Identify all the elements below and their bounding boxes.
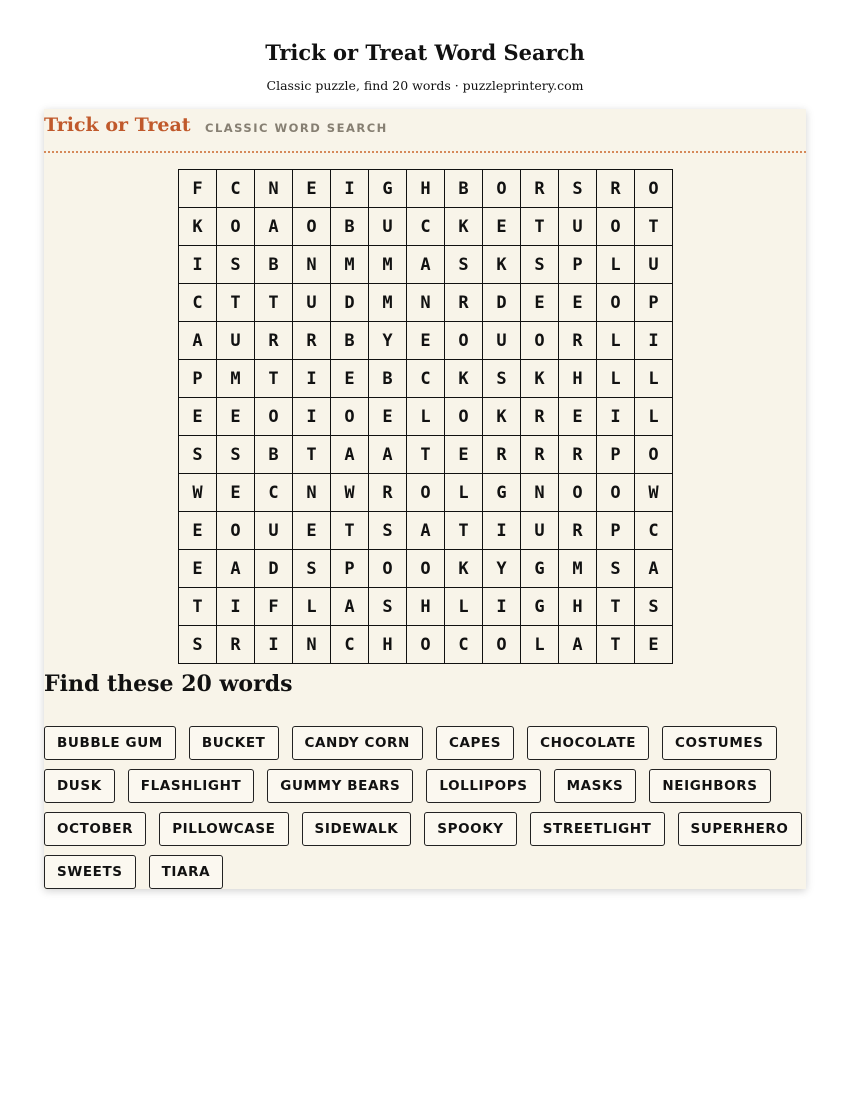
grid-cell[interactable]: O xyxy=(217,512,255,550)
grid-cell[interactable]: U xyxy=(369,208,407,246)
grid-cell[interactable]: I xyxy=(483,588,521,626)
grid-cell[interactable]: L xyxy=(597,322,635,360)
page-title: Trick or Treat Word Search xyxy=(265,40,585,65)
grid-cell[interactable]: A xyxy=(331,588,369,626)
word-chip[interactable]: CAPES xyxy=(436,726,514,760)
grid-cell[interactable]: E xyxy=(179,512,217,550)
grid-cell[interactable]: A xyxy=(407,246,445,284)
grid-cell[interactable]: O xyxy=(597,208,635,246)
grid-cell[interactable]: O xyxy=(521,322,559,360)
grid-cell[interactable]: Y xyxy=(369,322,407,360)
grid-cell[interactable]: L xyxy=(407,398,445,436)
grid-cell[interactable]: O xyxy=(597,474,635,512)
puzzle-brand-title: Trick or Treat xyxy=(44,114,191,136)
word-chip[interactable]: CHOCOLATE xyxy=(527,726,649,760)
grid-cell[interactable]: T xyxy=(445,512,483,550)
grid-cell[interactable]: E xyxy=(635,626,673,664)
grid-cell[interactable]: W xyxy=(179,474,217,512)
grid-cell[interactable]: L xyxy=(597,246,635,284)
grid-cell[interactable]: P xyxy=(635,284,673,322)
grid-cell[interactable]: T xyxy=(255,360,293,398)
grid-cell[interactable]: T xyxy=(217,284,255,322)
grid-cell[interactable]: G xyxy=(369,170,407,208)
word-list xyxy=(44,726,806,889)
grid-cell[interactable]: U xyxy=(293,284,331,322)
word-chip[interactable]: GUMMY BEARS xyxy=(267,769,413,803)
grid-cell[interactable]: T xyxy=(635,208,673,246)
grid-cell[interactable]: H xyxy=(559,360,597,398)
grid-cell[interactable]: F xyxy=(179,170,217,208)
grid-cell[interactable]: O xyxy=(407,550,445,588)
grid-cell[interactable]: H xyxy=(559,588,597,626)
grid-cell[interactable]: R xyxy=(597,170,635,208)
grid-cell[interactable]: O xyxy=(255,398,293,436)
grid-cell[interactable]: N xyxy=(255,170,293,208)
grid-cell[interactable]: G xyxy=(483,474,521,512)
grid-cell[interactable]: O xyxy=(331,398,369,436)
grid-cell[interactable]: K xyxy=(445,208,483,246)
grid-cell[interactable]: F xyxy=(255,588,293,626)
grid-cell[interactable]: D xyxy=(331,284,369,322)
grid-cell[interactable]: M xyxy=(369,284,407,322)
grid-cell[interactable]: E xyxy=(331,360,369,398)
grid-cell[interactable]: I xyxy=(597,398,635,436)
grid-cell[interactable]: L xyxy=(293,588,331,626)
grid-cell[interactable]: A xyxy=(331,436,369,474)
grid-cell[interactable]: B xyxy=(331,322,369,360)
grid-cell[interactable]: I xyxy=(483,512,521,550)
word-chip[interactable]: OCTOBER xyxy=(44,812,146,846)
word-chip[interactable]: MASKS xyxy=(554,769,637,803)
grid-cell[interactable]: T xyxy=(407,436,445,474)
grid-cell[interactable]: O xyxy=(293,208,331,246)
word-chip[interactable]: BUBBLE GUM xyxy=(44,726,176,760)
grid-cell[interactable]: O xyxy=(483,626,521,664)
grid-cell[interactable]: P xyxy=(179,360,217,398)
grid-cell[interactable]: C xyxy=(407,360,445,398)
grid-cell[interactable]: O xyxy=(217,208,255,246)
word-chip[interactable]: SPOOKY xyxy=(424,812,516,846)
grid-cell[interactable]: C xyxy=(635,512,673,550)
grid-cell[interactable]: S xyxy=(559,170,597,208)
grid-cell[interactable]: U xyxy=(635,246,673,284)
letter-grid xyxy=(178,169,673,664)
grid-cell[interactable]: H xyxy=(369,626,407,664)
grid-cell[interactable]: C xyxy=(331,626,369,664)
grid-cell[interactable]: H xyxy=(407,170,445,208)
grid-cell[interactable]: U xyxy=(483,322,521,360)
grid-cell[interactable]: R xyxy=(521,170,559,208)
grid-cell[interactable]: S xyxy=(217,246,255,284)
grid-cell[interactable]: R xyxy=(559,512,597,550)
grid-cell[interactable]: I xyxy=(293,360,331,398)
grid-cell[interactable]: S xyxy=(483,360,521,398)
grid-cell[interactable]: A xyxy=(559,626,597,664)
grid-cell[interactable]: K xyxy=(483,246,521,284)
grid-cell[interactable]: A xyxy=(217,550,255,588)
grid-cell[interactable]: L xyxy=(445,474,483,512)
grid-cell[interactable]: Y xyxy=(483,550,521,588)
grid-cell[interactable]: S xyxy=(369,512,407,550)
word-chip[interactable]: STREETLIGHT xyxy=(530,812,665,846)
grid-cell[interactable]: L xyxy=(635,360,673,398)
grid-cell[interactable]: O xyxy=(407,474,445,512)
grid-cell[interactable]: N xyxy=(293,626,331,664)
grid-cell[interactable]: O xyxy=(369,550,407,588)
page-subtitle: Classic puzzle, find 20 words · puzzleprintery.com xyxy=(266,78,584,93)
grid-cell[interactable]: T xyxy=(255,284,293,322)
grid-cell[interactable]: I xyxy=(179,246,217,284)
grid-cell[interactable]: T xyxy=(179,588,217,626)
grid-cell[interactable]: I xyxy=(217,588,255,626)
grid-cell[interactable]: R xyxy=(559,322,597,360)
grid-cell[interactable]: G xyxy=(521,550,559,588)
grid-cell[interactable]: O xyxy=(597,284,635,322)
grid-cell[interactable]: E xyxy=(293,512,331,550)
grid-cell[interactable]: U xyxy=(255,512,293,550)
word-chip[interactable]: CANDY CORN xyxy=(292,726,423,760)
grid-cell[interactable]: S xyxy=(293,550,331,588)
grid-cell[interactable]: A xyxy=(179,322,217,360)
grid-cell[interactable]: R xyxy=(369,474,407,512)
grid-cell[interactable]: B xyxy=(331,208,369,246)
grid-cell[interactable]: E xyxy=(445,436,483,474)
grid-cell[interactable]: L xyxy=(521,626,559,664)
grid-cell[interactable]: S xyxy=(445,246,483,284)
grid-cell[interactable]: M xyxy=(331,246,369,284)
word-chip[interactable]: COSTUMES xyxy=(662,726,776,760)
card-header xyxy=(44,109,806,153)
grid-cell[interactable]: E xyxy=(369,398,407,436)
grid-cell[interactable]: O xyxy=(559,474,597,512)
grid-cell[interactable]: O xyxy=(445,322,483,360)
grid-cell[interactable]: S xyxy=(597,550,635,588)
grid-cell[interactable]: T xyxy=(331,512,369,550)
grid-cell[interactable]: B xyxy=(445,170,483,208)
word-chip[interactable]: SIDEWALK xyxy=(302,812,412,846)
grid-cell[interactable]: T xyxy=(597,626,635,664)
grid-cell[interactable]: L xyxy=(445,588,483,626)
grid-cell[interactable]: A xyxy=(255,208,293,246)
word-list-heading: Find these 20 words xyxy=(44,671,293,697)
grid-cell[interactable]: T xyxy=(293,436,331,474)
grid-cell[interactable]: M xyxy=(217,360,255,398)
word-chip[interactable]: PILLOWCASE xyxy=(159,812,288,846)
grid-cell[interactable]: B xyxy=(255,436,293,474)
grid-cell[interactable]: L xyxy=(635,398,673,436)
grid-cell[interactable]: P xyxy=(559,246,597,284)
grid-cell[interactable]: R xyxy=(255,322,293,360)
grid-cell[interactable]: M xyxy=(369,246,407,284)
grid-cell[interactable]: S xyxy=(217,436,255,474)
grid-cell[interactable]: E xyxy=(483,208,521,246)
grid-cell[interactable]: S xyxy=(521,246,559,284)
grid-cell[interactable]: G xyxy=(521,588,559,626)
grid-cell[interactable]: T xyxy=(597,588,635,626)
grid-cell[interactable]: N xyxy=(521,474,559,512)
puzzle-card xyxy=(44,109,806,889)
grid-cell[interactable]: N xyxy=(293,246,331,284)
word-chip[interactable]: BUCKET xyxy=(189,726,279,760)
grid-cell[interactable]: D xyxy=(483,284,521,322)
page-header xyxy=(0,38,850,94)
puzzle-type-label: CLASSIC WORD SEARCH xyxy=(205,121,388,135)
grid-cell[interactable]: R xyxy=(217,626,255,664)
grid-cell[interactable]: R xyxy=(483,436,521,474)
grid-cell[interactable]: A xyxy=(407,512,445,550)
grid-cell[interactable]: O xyxy=(407,626,445,664)
grid-cell[interactable]: R xyxy=(521,398,559,436)
grid-cell[interactable]: E xyxy=(559,398,597,436)
grid-cell[interactable]: M xyxy=(559,550,597,588)
word-chip[interactable]: SWEETS xyxy=(44,855,136,889)
grid-cell[interactable]: P xyxy=(597,512,635,550)
grid-cell[interactable]: K xyxy=(179,208,217,246)
grid-cell[interactable]: T xyxy=(521,208,559,246)
grid-cell[interactable]: K xyxy=(483,398,521,436)
grid-cell[interactable]: E xyxy=(217,398,255,436)
grid-cell[interactable]: U xyxy=(559,208,597,246)
grid-cell[interactable]: B xyxy=(255,246,293,284)
grid-cell[interactable]: N xyxy=(293,474,331,512)
grid-cell[interactable]: C xyxy=(445,626,483,664)
word-chip[interactable]: TIARA xyxy=(149,855,224,889)
grid-cell[interactable]: E xyxy=(559,284,597,322)
grid-cell[interactable]: C xyxy=(255,474,293,512)
grid-cell[interactable]: L xyxy=(597,360,635,398)
word-chip[interactable]: FLASHLIGHT xyxy=(128,769,255,803)
grid-cell[interactable]: B xyxy=(369,360,407,398)
grid-cell[interactable]: E xyxy=(179,550,217,588)
grid-cell[interactable]: K xyxy=(445,550,483,588)
grid-cell[interactable]: E xyxy=(407,322,445,360)
grid-cell[interactable]: K xyxy=(445,360,483,398)
grid-cell[interactable]: C xyxy=(179,284,217,322)
grid-cell[interactable]: O xyxy=(635,436,673,474)
grid-cell[interactable]: O xyxy=(445,398,483,436)
grid-cell[interactable]: I xyxy=(255,626,293,664)
grid-cell[interactable]: S xyxy=(369,588,407,626)
grid-cell[interactable]: R xyxy=(559,436,597,474)
grid-cell[interactable]: P xyxy=(597,436,635,474)
grid-cell[interactable]: A xyxy=(369,436,407,474)
grid-cell[interactable]: S xyxy=(179,626,217,664)
word-chip[interactable]: SUPERHERO xyxy=(678,812,802,846)
grid-cell[interactable]: N xyxy=(407,284,445,322)
grid-cell[interactable]: S xyxy=(179,436,217,474)
grid-cell[interactable]: C xyxy=(217,170,255,208)
grid-cell[interactable]: D xyxy=(255,550,293,588)
grid-cell[interactable]: U xyxy=(217,322,255,360)
grid-cell[interactable]: A xyxy=(635,550,673,588)
grid-cell[interactable]: K xyxy=(521,360,559,398)
grid-cell[interactable]: R xyxy=(445,284,483,322)
grid-cell[interactable]: H xyxy=(407,588,445,626)
grid-cell[interactable]: P xyxy=(331,550,369,588)
grid-cell[interactable]: E xyxy=(521,284,559,322)
grid-cell[interactable]: E xyxy=(179,398,217,436)
grid-cell[interactable]: E xyxy=(293,170,331,208)
grid-cell[interactable]: E xyxy=(217,474,255,512)
grid-cell[interactable]: U xyxy=(521,512,559,550)
grid-cell[interactable]: O xyxy=(635,170,673,208)
grid-cell[interactable]: I xyxy=(331,170,369,208)
grid-cell[interactable]: S xyxy=(635,588,673,626)
grid-cell[interactable]: W xyxy=(635,474,673,512)
word-chip[interactable]: DUSK xyxy=(44,769,115,803)
grid-cell[interactable]: W xyxy=(331,474,369,512)
grid-cell[interactable]: R xyxy=(521,436,559,474)
word-chip[interactable]: LOLLIPOPS xyxy=(426,769,540,803)
grid-cell[interactable]: O xyxy=(483,170,521,208)
grid-cell[interactable]: C xyxy=(407,208,445,246)
word-chip[interactable]: NEIGHBORS xyxy=(649,769,770,803)
grid-cell[interactable]: I xyxy=(293,398,331,436)
grid-cell[interactable]: I xyxy=(635,322,673,360)
grid-cell[interactable]: R xyxy=(293,322,331,360)
